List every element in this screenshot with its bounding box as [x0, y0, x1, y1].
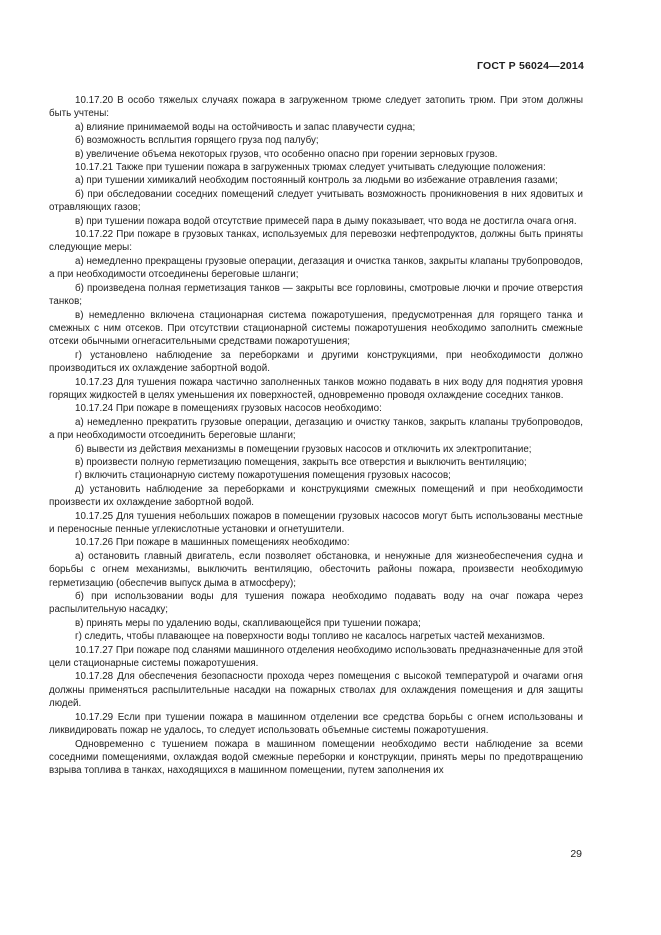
list-item: г) установлено наблюдение за переборками и другими конструкциями, при необходимости должно производиться их охлаждение забортной водой.	[49, 349, 583, 375]
paragraph: 10.17.24 При пожаре в помещениях грузовых насосов необходимо:	[75, 403, 382, 415]
list-item: а) при тушении химикалий необходим постоянный контроль за людьми во избежание отравления газами;	[75, 175, 558, 187]
document-body	[49, 94, 583, 778]
paragraph: 10.17.22 При пожаре в грузовых танках, используемых для перевозки нефтепродуктов, должны быть приняты следующие меры:	[49, 229, 583, 254]
list-item: в) при тушении пожара водой отсутствие примесей пара в дыму показывает, что вода не достигла очага огня.	[75, 215, 577, 227]
list-item: г) включить стационарную систему пожаротушения помещения грузовых насосов;	[75, 470, 451, 482]
paragraph: 10.17.20 В особо тяжелых случаях пожара в загруженном трюме следует затопить трюм. При этом должны быть учтены:	[49, 95, 583, 120]
list-item: а) остановить главный двигатель, если позволяет обстановка, и ненужные для жизнеобеспечения судна и борьбы с огнем механизмы, выключить вентиляцию, обесточить районы пожара, произвести необходимую герметизацию (обеспечив выпуск дыма в атмосферу);	[49, 550, 583, 589]
list-item: в) произвести полную герметизацию помещения, закрыть все отверстия и выключить вентиляцию;	[75, 456, 527, 468]
list-item: а) влияние принимаемой воды на остойчивость и запас плавучести судна;	[75, 121, 416, 133]
paragraph: 10.17.27 При пожаре под сланями машинного отделения необходимо использовать предназначенные для этой цели стационарные системы пожаротушения.	[49, 644, 583, 670]
paragraph: 10.17.29 Если при тушении пожара в машинном отделении все средства борьбы с огнем использованы и ликвидировать пожар не удалось, то следует использовать объемные системы пожаротушения.	[49, 711, 583, 737]
list-item: б) произведена полная герметизация танков — закрыты все горловины, смотровые лючки и прочие отверстия танков;	[49, 282, 583, 308]
paragraph: 10.17.28 Для обеспечения безопасности прохода через помещения с высокой температурой и очагами огня должны применяться распылительные насадки на пожарных стволах для охлаждения помещения и для защиты людей.	[49, 671, 583, 710]
list-item: б) вывести из действия механизмы в помещении грузовых насосов и отключить их электропитание;	[75, 443, 532, 455]
paragraph: 10.17.26 При пожаре в машинных помещениях необходимо:	[75, 537, 350, 549]
list-item: б) возможность всплытия горящего груза под палубу;	[75, 135, 319, 147]
list-item: б) при обследовании соседних помещений следует учитывать возможность проникновения в них ядовитых и отравляющих газов;	[49, 188, 583, 214]
list-item: а) немедленно прекратить грузовые операции, дегазацию и очистку танков, закрыть клапаны трубопроводов, а при необходимости отсоединить береговые шланги;	[49, 416, 583, 442]
document-header: ГОСТ Р 56024—2014	[476, 60, 584, 72]
list-item: б) при использовании воды для тушения пожара необходимо подавать воду на очаг пожара через распылительную насадку;	[49, 591, 583, 616]
paragraph: 10.17.21 Также при тушении пожара в загруженных трюмах следует учитывать следующие положения:	[75, 162, 546, 174]
paragraph: 10.17.25 Для тушения небольших пожаров в помещении грузовых насосов могут быть использованы местные и переносные пенные углекислотные установки и огнетушители.	[49, 510, 583, 535]
paragraph: Одновременно с тушением пожара в машинном помещении необходимо вести наблюдение за всеми соседними помещениями, охлаждая водой смежные переборки и конструкции, принять меры по предотвращению взрыва топлива в танках, находящихся в машинном помещении, путем заполнения их	[49, 738, 583, 777]
list-item: в) немедленно включена стационарная система пожаротушения, предусмотренная для горящего танка и смежных с ним отсеков. При отсутствии стационарной системы пожаротушения необходимо заполнить смежные отсеки обычными огнегасительными средствами пожаротушения;	[49, 309, 583, 348]
list-item: в) увеличение объема некоторых грузов, что особенно опасно при горении зерновых грузов.	[75, 148, 498, 160]
list-item: д) установить наблюдение за переборками и конструкциями смежных помещений и при необходимости произвести их охлаждение забортной водой.	[49, 483, 583, 509]
paragraph: 10.17.23 Для тушения пожара частично заполненных танков можно подавать в них воду для поднятия уровня горящих жидкостей в целях уменьшения их поверхностей, одновременно проводя охлаждение соседних танков.	[49, 376, 583, 401]
list-item: а) немедленно прекращены грузовые операции, дегазация и очистка танков, закрыты клапаны трубопроводов, а при необходимости отсоединены береговые шланги;	[49, 255, 583, 281]
page-number: 29	[570, 848, 582, 860]
list-item: г) следить, чтобы плавающее на поверхности воды топливо не касалось нагретых частей механизмов.	[75, 631, 546, 643]
list-item: в) принять меры по удалению воды, скапливающейся при тушении пожара;	[75, 617, 421, 629]
